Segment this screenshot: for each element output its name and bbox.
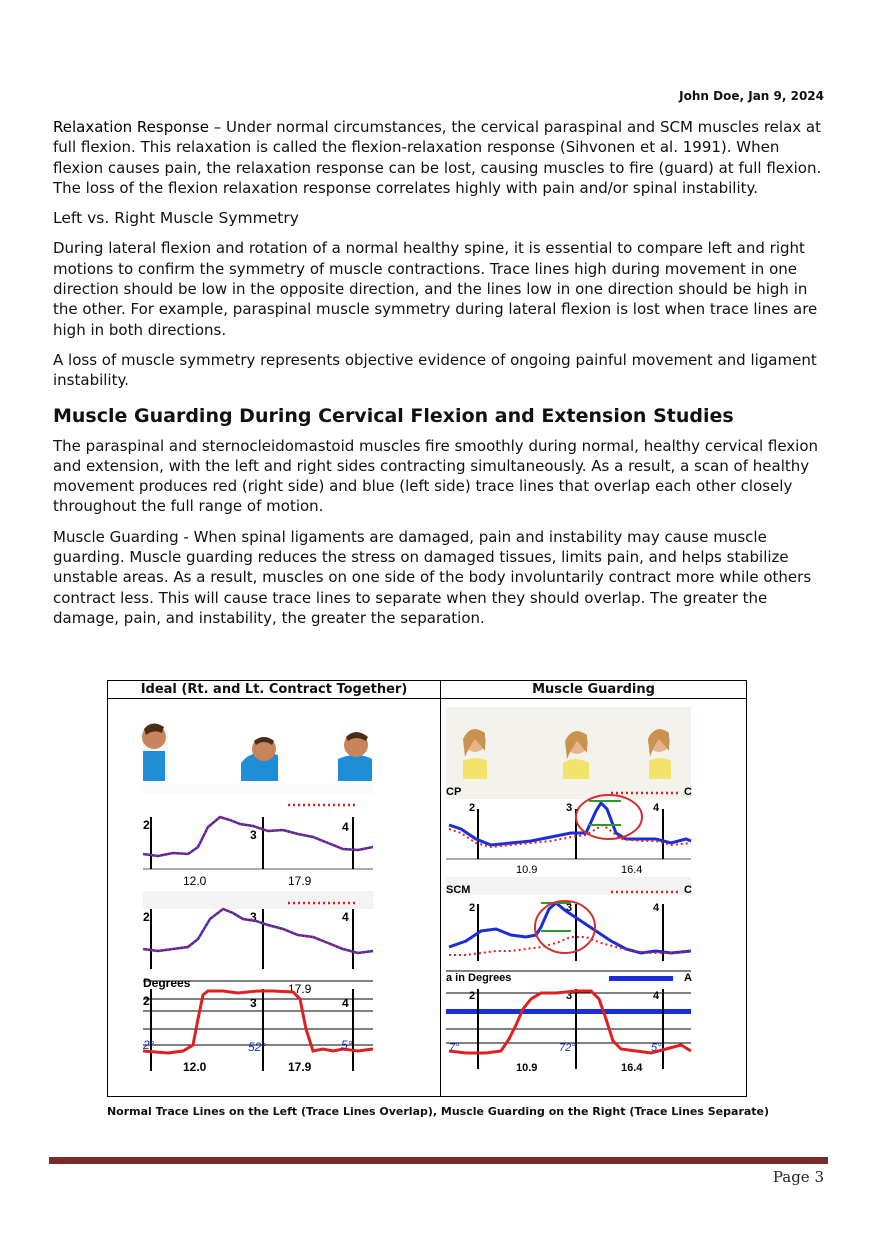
ideal-deg-label: Degrees	[143, 976, 191, 990]
marker-r4b: 4	[653, 902, 660, 914]
ideal-trace-1-blue	[143, 817, 373, 856]
guard-angle-a: 7°	[449, 1042, 460, 1054]
head-icon-1	[142, 723, 168, 781]
marker-4c: 4	[342, 996, 349, 1010]
relaxation-lead: Relaxation Response	[53, 118, 209, 136]
ideal-trace-2-red	[143, 909, 373, 953]
symmetry-heading: Left vs. Right Muscle Symmetry	[53, 209, 299, 228]
header-author-date: John Doe, Jan 9, 2024	[679, 89, 824, 103]
ideal-bottom-b: 17.9	[288, 1060, 312, 1074]
marker-r2c: 2	[469, 990, 476, 1002]
marker-r2b: 2	[469, 902, 476, 914]
relaxation-paragraph	[53, 117, 825, 198]
guard-bottom-a: 10.9	[516, 1062, 538, 1074]
label-a: A	[684, 972, 692, 984]
guard-tick-b: 16.4	[621, 864, 643, 876]
marker-4a: 4	[342, 820, 349, 834]
footer-rule	[49, 1157, 828, 1164]
ideal-scan-image	[108, 699, 440, 1096]
ideal-tick-b: 17.9	[288, 874, 312, 888]
label-c1: C	[684, 786, 692, 798]
guarding-lead: Muscle Guarding	[53, 527, 179, 546]
ideal-bottom-a: 12.0	[183, 1060, 207, 1074]
ideal-panel	[108, 681, 441, 1096]
head-icon-3	[338, 732, 372, 781]
marker-r2a: 2	[469, 802, 476, 814]
label-scm: SCM	[446, 884, 471, 896]
guard-tick-a: 10.9	[516, 864, 538, 876]
relaxation-text: – Under normal circumstances, the cervical paraspinal and SCM muscles relax at full flexion. This relaxation is called the flexion-relaxation response (Sihvonen et al. 1991). When flexion causes pain, the relaxation response can be lost, causing muscles to fire (guard) at full flexion. The loss of the flexion relaxation response correlates highly with pain and/or spinal instability.	[53, 118, 822, 197]
marker-r3b: 3	[566, 902, 573, 914]
guarding-panel-title: Muscle Guarding	[441, 681, 746, 699]
guard-bottom-b: 16.4	[621, 1062, 643, 1074]
symmetry-paragraph-2: A loss of muscle symmetry represents objective evidence of ongoing painful movement and ligament instability.	[53, 350, 817, 390]
marker-3b: 3	[250, 910, 257, 924]
guard-deg-label: a in Degrees	[446, 972, 512, 984]
marker-3c: 3	[250, 996, 257, 1010]
ideal-angle-a: 52°	[248, 1040, 267, 1054]
symmetry-paragraph-1: During lateral flexion and rotation of a normal healthy spine, it is essential to compare left and right motions to confirm the symmetry of muscle contractions. Trace lines high during movement in one direction should be low in the opposite direction, and the lines low in one direction should be high in the other. For example, paraspinal muscle symmetry during lateral flexion is lost when trace lines are high in both directions.	[53, 239, 818, 339]
ideal-panel-title: Ideal (Rt. and Lt. Contract Together)	[108, 681, 440, 699]
marker-4b: 4	[342, 910, 349, 924]
guard-angle-b: 72°	[559, 1042, 576, 1054]
ideal-angle-c: 2°	[143, 1038, 155, 1052]
marker-2a: 2	[143, 818, 150, 832]
comparison-figure	[107, 680, 747, 1097]
guarding-paragraph-2	[53, 527, 825, 628]
ideal-tick-a: 12.0	[183, 874, 207, 888]
ideal-mid-b: 17.9	[288, 982, 312, 996]
marker-r4c: 4	[653, 990, 660, 1002]
marker-r3c: 3	[566, 990, 573, 1002]
guarding-section-heading: Muscle Guarding During Cervical Flexion and Extension Studies	[53, 404, 734, 427]
marker-2b: 2	[143, 910, 150, 924]
guarding-scan-image	[441, 699, 746, 1096]
marker-r4a: 4	[653, 802, 660, 814]
head-icon-2	[241, 737, 278, 781]
guarding-text: - When spinal ligaments are damaged, pain and instability may cause muscle guarding. Muscle guarding reduces the stress on damaged tissues, limits pain, and helps stabilize unstable areas. As a result, muscles on one side of the body involuntarily contract more while others contract less. This will cause trace lines to separate when they should overlap. The greater the damage, pain, and instability, the greater the separation.	[53, 527, 812, 627]
ideal-trace-1-red	[143, 817, 373, 856]
ideal-angle-b: 5°	[341, 1038, 353, 1052]
guarding-paragraph-1: The paraspinal and sternocleidomastoid muscles fire smoothly during normal, healthy cervical flexion and extension, with the left and right sides contracting simultaneously. As a result, a scan of healthy movement produces red (right side) and blue (left side) trace lines that overlap each other closely throughout the full range of motion.	[53, 436, 819, 516]
marker-2c: 2	[143, 994, 150, 1008]
label-cp: CP	[446, 786, 462, 798]
guard-angle-c: 5°	[651, 1042, 662, 1054]
label-c2: C	[684, 884, 692, 896]
page-number: Page 3	[772, 1168, 824, 1186]
document-body	[53, 117, 825, 638]
marker-3a: 3	[250, 828, 257, 842]
marker-r3a: 3	[566, 802, 573, 814]
figure-caption: Normal Trace Lines on the Left (Trace Lines Overlap), Muscle Guarding on the Right (Trace Lines Separate)	[106, 1105, 770, 1118]
guarding-panel	[441, 681, 746, 1096]
